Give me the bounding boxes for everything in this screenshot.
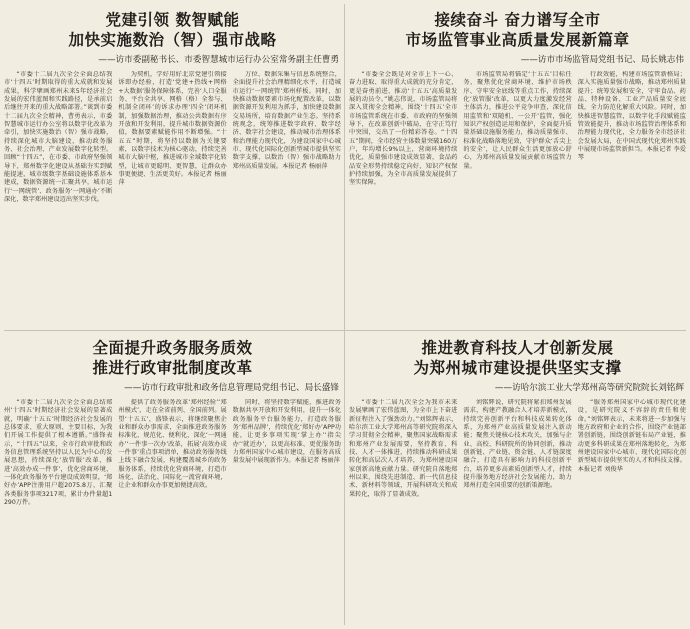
subheadline: ——访市行政审批和政务信息管理局党组书记、局长盛锋 bbox=[124, 383, 339, 393]
headline bbox=[4, 10, 341, 50]
body-text: 提供了政务服务改革‘郑州经验’‘郑州模式’，走在全省前列、全国前列。展望‘十五五’，盛锋表示，将继续聚焦企业和群众办事需求，全面推进政务服务标准化、规范化、便利化，深化‘一网通办’‘一件事一次办’改革，拓展‘高效办成一件事’重点事项清单，推动政务服务线上线下融合发展，构建覆盖城乡的政务服务体系，持续优化营商环境，打造市场化、法治化、国际化一流营商环境，让企业和群众办事更加便捷高效。 bbox=[118, 399, 227, 490]
headline-line-1: 党建引领 数智赋能 bbox=[105, 11, 240, 29]
body-text: “市委十二届九次全会全面总结郑州‘十四五’时期经济社会发展的显著成就，明确‘十五五’时期经济社会发展的总体要求、重大原则、主要目标，为我们开展工作提供了根本遵循。”盛锋表示，“十四五”以来，全市行政审批和政务信息管理系统坚持以人民为中心的发展思想，持续深化‘放管服’改革，推进‘高效办成一件事’，优化营商环境，一体化政务服务平台建设成效明显，‘郑好办’APP注册用户超2075.8万，汇聚各类服务事项3217项，累计办件量超1290万件。 bbox=[4, 399, 113, 507]
subheadline: ——访市市场监管局党组书记、局长姚志伟 bbox=[520, 55, 684, 65]
headline bbox=[4, 338, 341, 378]
body-text: 市场监管局将锚定‘十五五’目标任务，聚焦优化营商环境、维护市场秩序、守牢安全底线等重点工作，持续深化‘放管服’改革，以更大力度激发经营主体活力，推进公平竞争审查，深化信用监管和‘双随机、一公开’监管，强化知识产权创造运用和保护，全面提升质量基础设施服务能力，推动质量强市、标准化战略落地见效，守护群众‘舌尖上的安全’，让人民群众生活更加放心舒心，为郑州高质量发展贡献市场监管力量。 bbox=[463, 71, 572, 170]
headline bbox=[349, 10, 686, 50]
body-columns bbox=[349, 399, 686, 613]
body-text: 为契机，学好用好北京党建引领接诉即办经验，打造‘党建+热线+网格+大数据’服务保障体系，完善‘人口全服务、平台全共享、网格（格）全参与、机制全闭环’的诉求办理‘四全’闭环机制，加强数据治理，推动公共数据有序开放和开发利用，提升城市数据资源价值，数据要素赋能作用不断增强。“十五五”时期，将坚持以数据为关键要素，以数字技术为核心驱动，持续完善城市大脑中枢，推进城市全域数字化转型，让城市更聪明、更智慧，让群众办事更便捷、生活更美好。本报记者 杨丽萍 bbox=[118, 71, 227, 187]
body-column-2 bbox=[118, 71, 226, 309]
body-columns bbox=[4, 399, 341, 613]
subheadline: ——访市委副秘书长、市委智慧城市运行办公室常务副主任曹勇 bbox=[98, 55, 339, 65]
article-top-right bbox=[349, 2, 686, 327]
headline-line-2: 推进行政审批制度改革 bbox=[92, 359, 253, 377]
body-text: 行政效能，构建市场监管新格局；深入实施质量强市战略，推动郑州质量提升；统筹发展和安全，守牢食品、药品、特种设备、工业产品质量安全底线，全力防范化解重大风险。同时，加快推进智慧监管，以数字化手段赋能监管效能提升，推动市场监管治理体系和治理能力现代化，全力服务全市经济社会发展大局，在中国式现代化郑州实践中展现市场监管新担当。本报记者 李爱琴 bbox=[577, 71, 686, 162]
vertical-column-rule bbox=[344, 4, 345, 625]
horizontal-section-rule bbox=[4, 330, 686, 331]
subheadline: ——访哈尔滨工业大学郑州高等研究院院长刘铭辉 bbox=[494, 383, 684, 393]
body-columns bbox=[4, 71, 341, 309]
body-column-1 bbox=[4, 71, 112, 309]
headline-line-2: 为郑州城市建设提供坚实支撑 bbox=[413, 359, 622, 377]
body-text: “服务郑州国家中心城市现代化建设，是研究院义不容辞的责任和使命。”刘铭辉表示，未来将进一步加强与地方政府和企业的合作，围绕产业链部署创新链，围绕创新链布局产业链，推动更多科研成果在郑州落地转化，为郑州建设国家中心城市、现代化国际化创新型城市提供坚实的人才和科技支撑。本报记者 刘俊华 bbox=[577, 399, 686, 473]
headline-line-1: 全面提升政务服务质效 bbox=[92, 339, 253, 357]
body-text: “市委十二届九次全会为我市未来发展擘画了宏伟蓝图，为全市上下奋进新征程注入了强劲动力。”刘铭辉表示，哈尔滨工业大学郑州高等研究院将深入学习贯彻全会精神，聚焦国家战略需求和郑州产业发展需要，坚持教育、科技、人才一体推进，持续推动科研成果转化和高层次人才培养，为郑州建设国家创新高地贡献力量。研究院自落地郑州以来，围绕先进制造、新一代信息技术、新材料等领域，开展科研攻关和成果转化，取得了显著成效。 bbox=[349, 399, 458, 498]
body-text: “市委十二届九次全会全面总结我市‘十四五’时期取得的重大成就和发展成果，科学擘画郑州未来5年经济社会发展的宏伟蓝图和实践路径，是承前启后继往开来的重大战略部署。”谈到市委十二届九次全会精神，曹勇表示，市委智慧城市运行办公室将以数字化改革为牵引，加快实施数治（智）强市战略，持续深化城市大脑建设，推动政务服务、社会治理、产业发展数字化转型。回顾“十四五”，在市委、市政府坚强领导下，郑州数字化建设从基础夯实到赋能提速，城市级数字基础设施体系基本建成，数据资源统一汇聚共享，城市运行‘一网统管’、政务服务‘一网通办’不断深化，数字郑州建设迈出坚实步伐。 bbox=[4, 71, 113, 204]
body-columns bbox=[349, 71, 686, 309]
body-column-1 bbox=[349, 399, 457, 613]
body-column-2 bbox=[118, 399, 226, 613]
body-text: 同时，将坚持数字赋能，推进政务数据共享开放和开发利用，提升一体化政务服务平台服务能力，打造政务服务‘郑州品牌’，持续优化‘郑好办’APP功能，让更多事项实现‘掌上办’‘指尖办’‘就近办’，以更高标准、更优服务助力郑州国家中心城市建设，在服务高质量发展中展现新作为。本报记者 杨丽萍 bbox=[232, 399, 341, 465]
body-text: “市委全会既是对全市上下一心、奋力进取、取得重大成就的充分肯定，更是奋勇前进、推动‘十五五’高质量发展的动员令。”姚志伟说，市场监管局将深入贯彻全会精神，围绕‘十四五’全市市场监管系统在市委、市政府的坚强领导下，在改革创新中破局，在守正笃行中突围，交出了一份精彩答卷。“十四五”期间，全市经营主体数量突破160万户，年均增长9%以上，营商环境持续优化，质量强市建设成效显著，食品药品安全形势持续稳定向好，知识产权保护持续加强，为全市高质量发展提供了坚实保障。 bbox=[349, 71, 458, 187]
body-column-2 bbox=[463, 71, 571, 309]
body-column-3 bbox=[578, 71, 686, 309]
body-column-1 bbox=[349, 71, 457, 309]
headline-line-2: 市场监管事业高质量发展新篇章 bbox=[405, 31, 630, 49]
body-column-3 bbox=[233, 399, 341, 613]
body-text: 刘铭辉说，研究院将紧扣郑州发展需求，构建产教融合人才培养新模式，持续完善创新平台和科技成果转化体系，为郑州产业高质量发展注入新动能；聚焦关键核心技术攻关，加强与企业、高校、科研院所的协同创新，推动创新链、产业链、资金链、人才链深度融合，打造具有影响力的科技创新平台，培养更多高素质创新型人才，持续提升服务地方经济社会发展能力，助力郑州打造全国重要的创新策源地。 bbox=[463, 399, 572, 490]
headline-line-2: 加快实施数治（智）强市战略 bbox=[68, 31, 277, 49]
body-column-2 bbox=[463, 399, 571, 613]
headline bbox=[349, 338, 686, 378]
body-column-1 bbox=[4, 399, 112, 613]
body-column-3 bbox=[578, 399, 686, 613]
article-bottom-right bbox=[349, 334, 686, 627]
headline-line-1: 接续奋斗 奋力谱写全市 bbox=[434, 11, 601, 29]
headline-line-1: 推进教育科技人才创新发展 bbox=[421, 339, 614, 357]
body-column-3 bbox=[233, 71, 341, 309]
article-bottom-left bbox=[4, 334, 341, 627]
article-top-left bbox=[4, 2, 341, 327]
body-text: 万位、数据采集与信息系统整合，全面提升社会治理精细化水平，打造城市运行‘一网统管’郑州样板。同时，加快推动数据要素市场化配置改革，以数据资源开发利用为抓手，加快建设数据交易场所，培育数据产业生态。坚持系统观念，统筹推进数字政府、数字经济、数字社会建设，推动城市治理体系和治理能力现代化，为建设国家中心城市、现代化国际化创新型城市提供坚实数字支撑，以数治（智）强市战略助力郑州高质量发展。本报记者 杨丽萍 bbox=[232, 71, 341, 170]
